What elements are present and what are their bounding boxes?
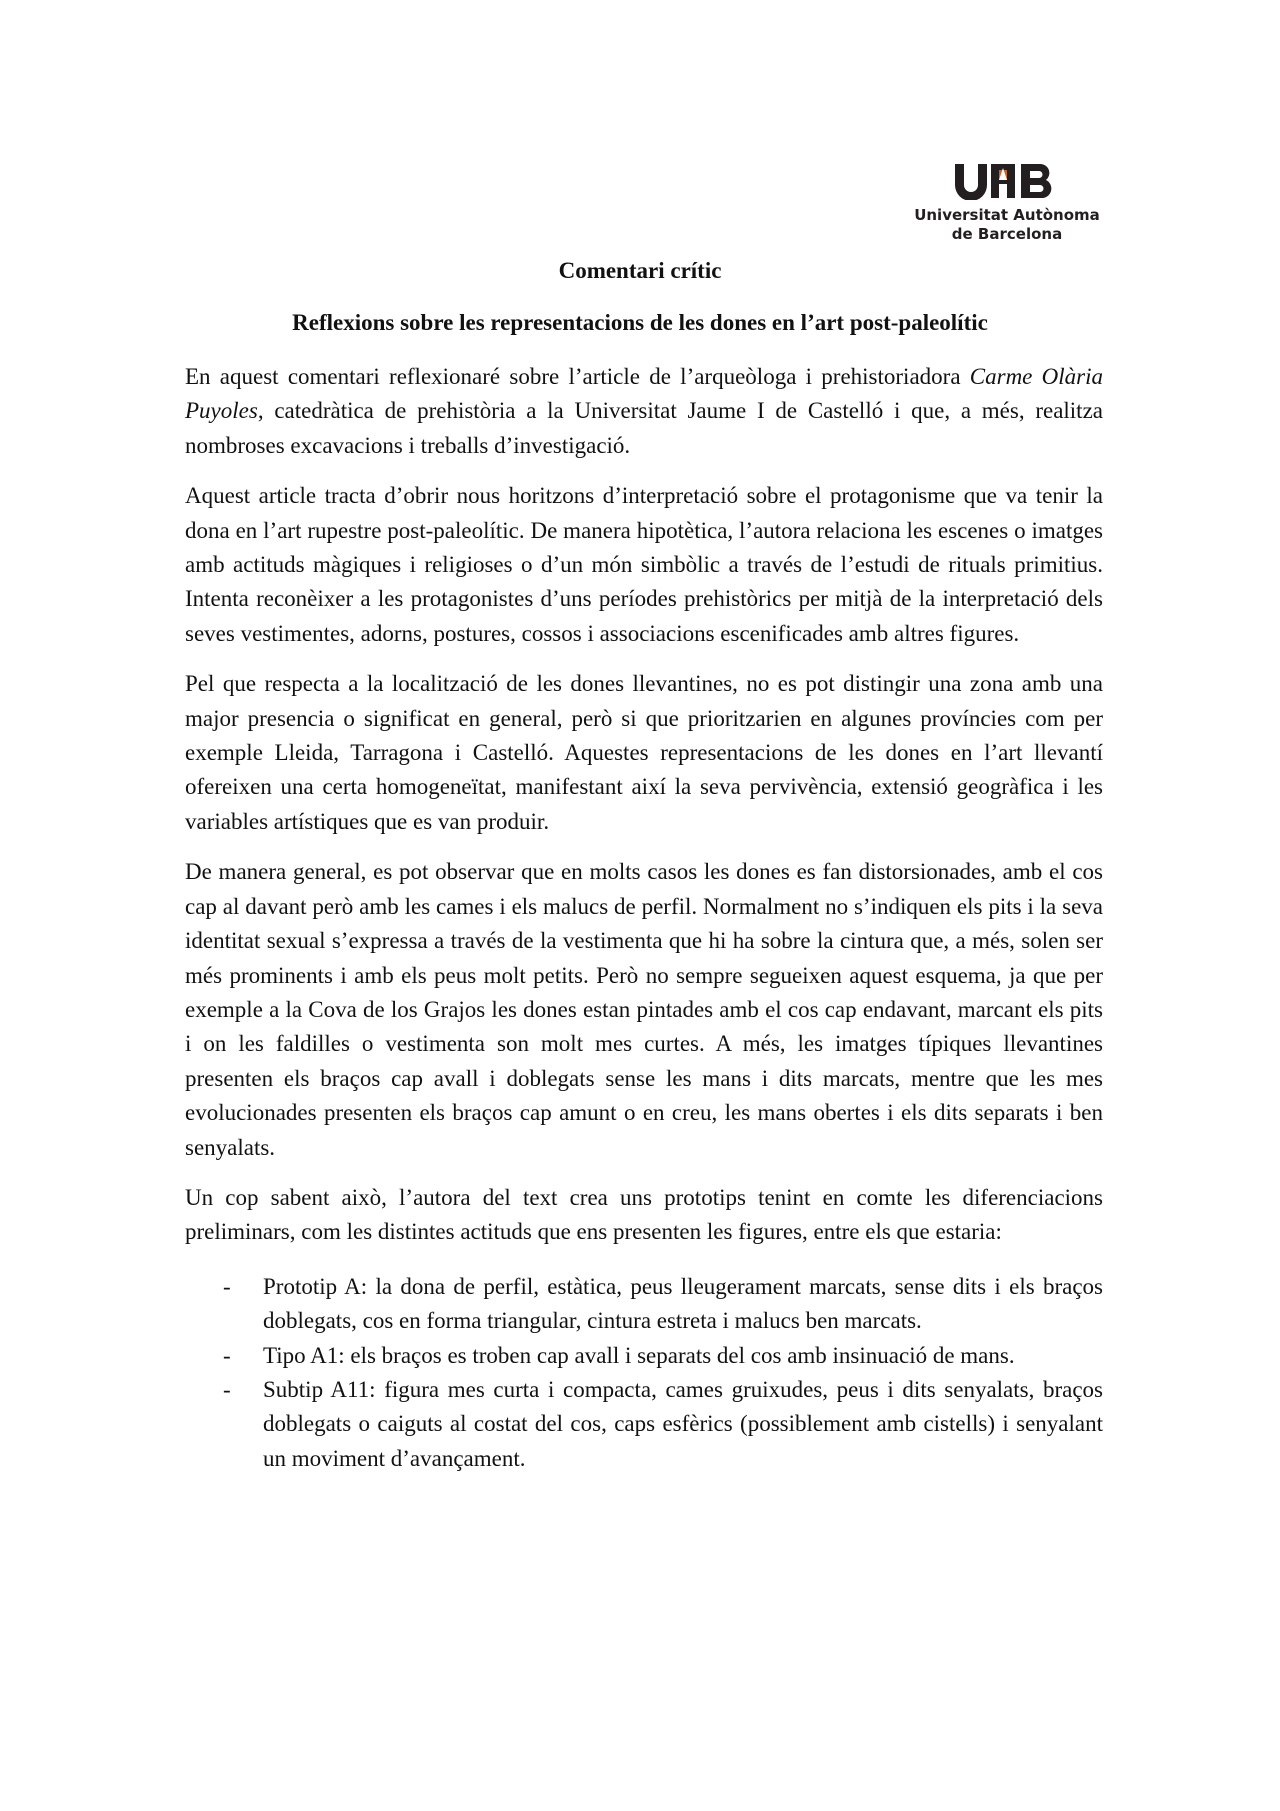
- paragraph-5: Un cop sabent això, l’autora del text crea uns prototips tenint en comte les diferenciacions preliminars, com les distintes actituds que ens presenten les figures, entre els que estaria:: [185, 1184, 1103, 1245]
- list-bullet: -: [223, 1376, 231, 1402]
- paragraph-intro: [185, 360, 1103, 463]
- document-title: Comentari crític: [558, 258, 722, 283]
- document-body: [185, 360, 1103, 1476]
- logo-line-2: de Barcelona: [951, 225, 1063, 243]
- uab-logo-mark: [912, 158, 1102, 200]
- paragraph-intro-text-1: En aquest comentari reflexionaré sobre l’article de l’arqueòloga i prehistoriadora: [185, 364, 970, 389]
- paragraph-intro-text-2: , catedràtica de prehistòria a la Universitat Jaume I de Castelló i que, a més, realitza nombroses excavacions i treballs d’investigació.: [185, 398, 1103, 458]
- list-item-text: Prototip A: la dona de perfil, estàtica, peus lleugerament marcats, sense dits i els braços doblegats, cos en forma triangular, cintura estreta i malucs ben marcats.: [263, 1273, 1103, 1334]
- list-item: [185, 1373, 1103, 1476]
- paragraph-4: De manera general, es pot observar que en molts casos les dones es fan distorsionades, amb el cos cap al davant però amb les cames i els malucs de perfil. Normalment no s’indiquen els pits i la seva identitat sexual s’expressa a través de la vestimenta que hi ha sobre la cintura que, a més, solen ser més prominents i amb els peus molt petits. Però no sempre segueixen aquest esquema, ja que per exemple a la Cova de los Grajos les dones estan pintades amb el cos cap endavant, marcant els pits i on les faldilles o vestimenta son molt mes curtes. A més, les imatges típiques llevantines presenten els braços cap avall i doblegats sense les mans i dits marcats, mentre que les mes evolucionades presenten els braços cap amunt o en creu, les mans obertes i els dits separats i ben senyalats.: [185, 859, 1103, 1160]
- author-name: Carme Olària Puyoles: [185, 364, 1103, 424]
- uab-logo: [912, 158, 1102, 244]
- list-item: [185, 1339, 1103, 1373]
- list-bullet: -: [223, 1273, 231, 1299]
- document-subtitle: Reflexions sobre les representacions de les dones en l’art post-paleolític: [292, 310, 988, 335]
- uab-logo-icon: [953, 162, 1061, 200]
- list-bullet: -: [223, 1342, 231, 1368]
- list-item-text: Tipo A1: els braços es troben cap avall i separats del cos amb insinuació de mans.: [263, 1342, 1015, 1368]
- paragraph-3: Pel que respecta a la localització de les dones llevantines, no es pot distingir una zona amb una major presencia o significat en general, però si que prioritzarien en algunes províncies com per exemple Lleida, Tarragona i Castelló. Aquestes representacions de les dones en l’art llevantí ofereixen una certa homogeneïtat, manifestant així la seva pervivència, extensió geogràfica i les variables artístiques que es van produir.: [185, 671, 1103, 834]
- prototype-list: [185, 1270, 1103, 1476]
- logo-line-1: Universitat Autònoma: [914, 206, 1100, 224]
- paragraph-2: Aquest article tracta d’obrir nous horitzons d’interpretació sobre el protagonisme que va tenir la dona en l’art rupestre post-paleolític. De manera hipotètica, l’autora relaciona les escenes o imatges amb actituds màgiques i religioses o d’un món simbòlic a través de l’estudi de rituals primitius. Intenta reconèixer a les protagonistes d’uns períodes prehistòrics per mitjà de la interpretació dels seves vestimentes, adorns, postures, cossos i associacions escenificades amb altres figures.: [185, 483, 1103, 646]
- list-item: [185, 1270, 1103, 1339]
- list-item-text: Subtip A11: figura mes curta i compacta, cames gruixudes, peus i dits senyalats, braços doblegats o caiguts al costat del cos, caps esfèrics (possiblement amb cistells) i senyalant un moviment d’avançament.: [263, 1376, 1103, 1471]
